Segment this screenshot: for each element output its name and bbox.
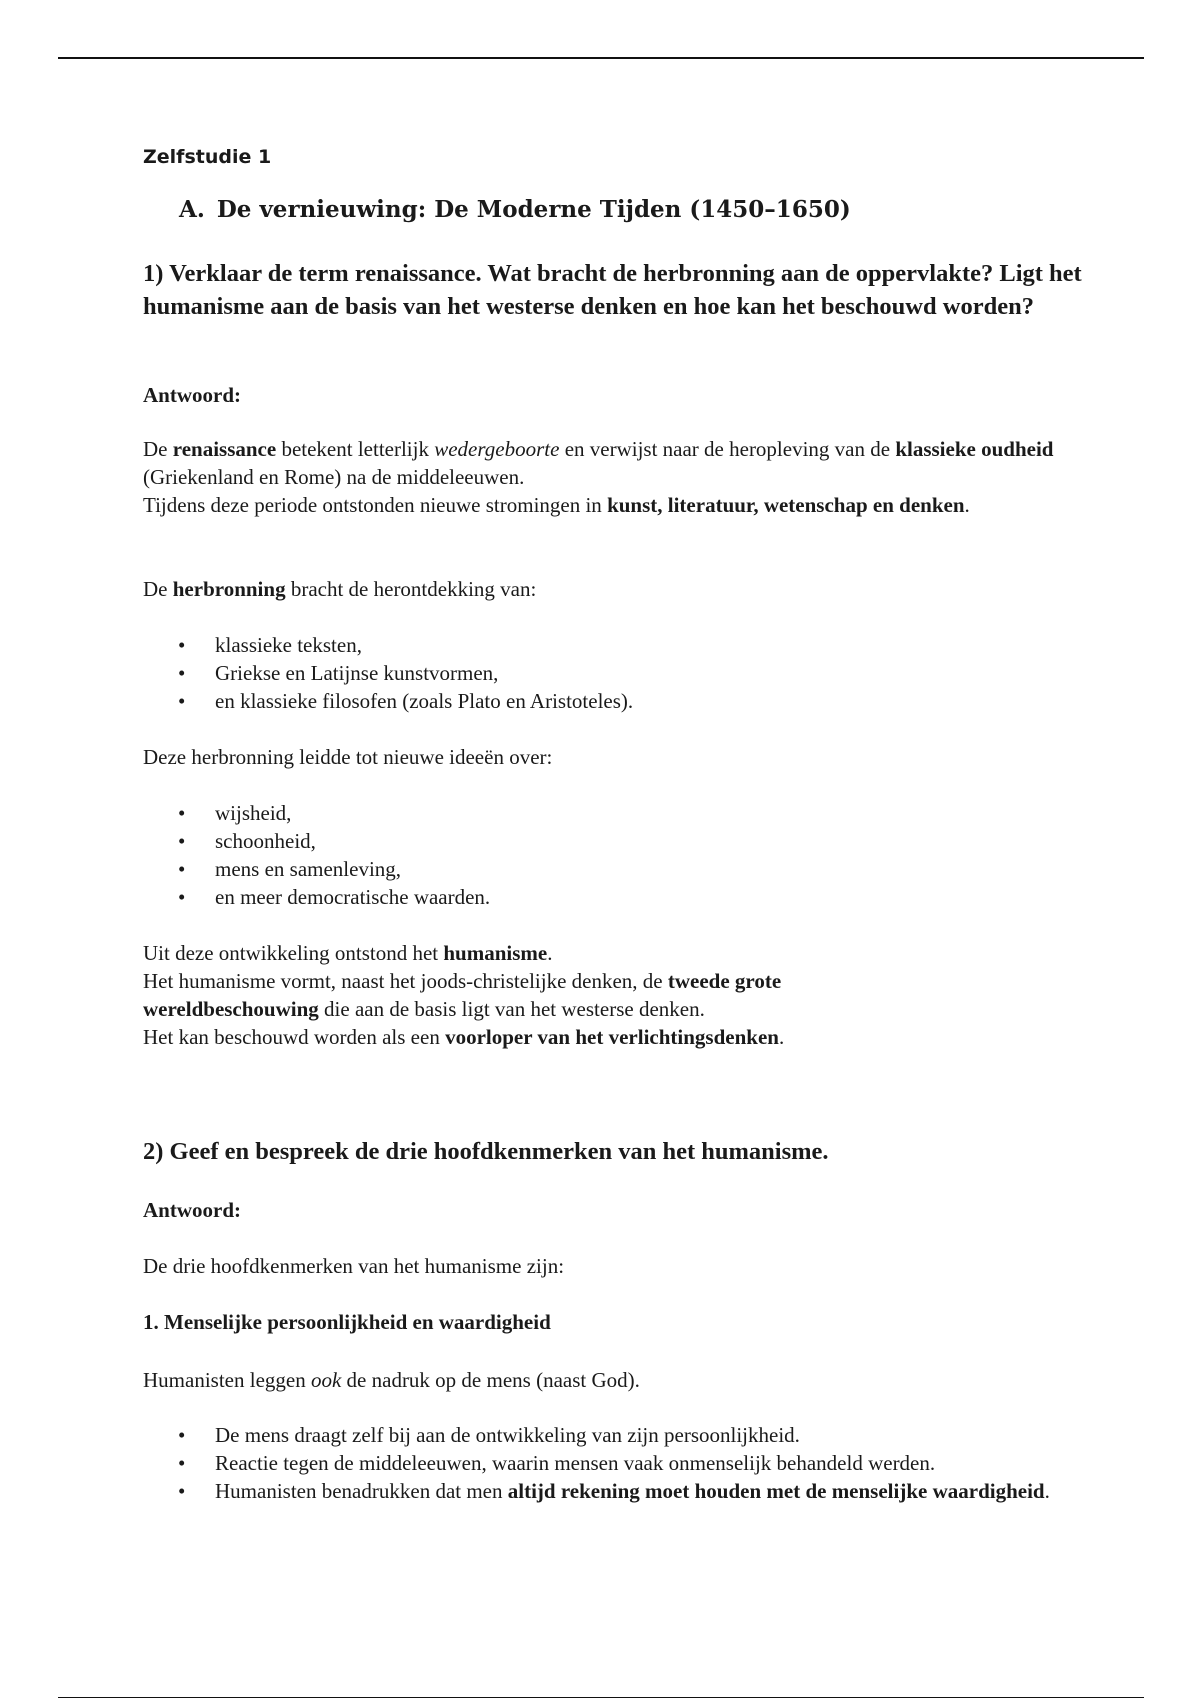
bullet-icon: • — [178, 801, 186, 825]
q2-subheading-1: 1. Menselijke persoonlijkheid en waardigheid — [143, 1310, 551, 1334]
text-run: betekent letterlijk — [276, 437, 435, 461]
term-herbronning: herbronning — [172, 577, 286, 601]
term-kunst-literatuur: kunst, literatuur, wetenschap en denken — [607, 493, 965, 517]
answer-label-1: Antwoord: — [143, 383, 241, 407]
section-heading — [179, 196, 851, 223]
bullet-icon: • — [178, 661, 186, 685]
text-run: die aan de basis ligt van het westerse denken. — [318, 997, 705, 1021]
term-renaissance: renaissance — [172, 437, 277, 461]
bullet-icon: • — [178, 1451, 186, 1475]
list-item-text: klassieke teksten, — [215, 633, 362, 657]
q2-paragraph-mens — [143, 1366, 1083, 1394]
bullet-icon: • — [178, 857, 186, 881]
term-wereldbeschouwing: tweede grote wereldbeschouwing — [143, 969, 782, 1021]
text-run: . — [1044, 1479, 1050, 1503]
list-item — [143, 1449, 1063, 1477]
text-run: . — [547, 941, 553, 965]
q1-paragraph-ideeen: Deze herbronning leidde tot nieuwe ideeën over: — [143, 745, 553, 769]
q2-intro: De drie hoofdkenmerken van het humanisme zijn: — [143, 1254, 565, 1278]
list-item — [143, 799, 1083, 827]
q1-paragraph-verlichting — [143, 1023, 1083, 1051]
q1-bullet-list-2 — [143, 799, 1083, 911]
text-run: en verwijst naar de heropleving van de — [559, 437, 896, 461]
list-item — [143, 659, 1083, 687]
list-item — [143, 1421, 1063, 1449]
term-menselijke-waardigheid: altijd rekening moet houden met de menselijke waardigheid — [507, 1479, 1045, 1503]
question-2: 2) Geef en bespreek de drie hoofdkenmerken van het humanisme. — [143, 1138, 829, 1165]
text-run: Tijdens deze periode ontstonden nieuwe stromingen in — [143, 493, 608, 517]
question-1: 1) Verklaar de term renaissance. Wat bracht de herbronning aan de oppervlakte? Ligt het humanisme aan de basis van het westerse denken en hoe kan het beschouwd worden? — [143, 260, 1082, 320]
list-item — [143, 827, 1083, 855]
text-run: Het kan beschouwd worden als een — [143, 1025, 446, 1049]
list-item-text: Reactie tegen de middeleeuwen, waarin mensen vaak onmenselijk behandeld werden. — [215, 1451, 936, 1475]
term-klassieke-oudheid: klassieke oudheid — [895, 437, 1054, 461]
term-wedergeboorte: wedergeboorte — [434, 437, 560, 461]
term-ook: ook — [310, 1368, 342, 1392]
q1-paragraph-wereldbeschouwing — [143, 967, 883, 1023]
text-run: Uit deze ontwikkeling ontstond het — [143, 941, 444, 965]
list-item-text: en klassieke filosofen (zoals Plato en Aristoteles). — [215, 689, 634, 713]
text-run: bracht de herontdekking van: — [285, 577, 537, 601]
list-item-text: Griekse en Latijnse kunstvormen, — [215, 661, 499, 685]
text-run: Humanisten benadrukken dat men — [215, 1479, 508, 1503]
term-humanisme: humanisme — [443, 941, 548, 965]
list-item — [143, 855, 1083, 883]
q1-paragraph-herbronning — [143, 575, 1083, 603]
list-item-text: schoonheid, — [215, 829, 316, 853]
q1-paragraph-humanisme — [143, 939, 1083, 967]
q1-paragraph-renaissance — [143, 435, 1083, 491]
q2-bullet-list — [143, 1421, 1063, 1505]
list-item-text: en meer democratische waarden. — [215, 885, 491, 909]
section-title: De vernieuwing: De Moderne Tijden (1450–1650) — [216, 196, 851, 223]
bullet-icon: • — [178, 829, 186, 853]
text-run: . — [778, 1025, 785, 1049]
text-run: . — [964, 493, 970, 517]
list-item — [143, 883, 1083, 911]
q1-paragraph-stromingen — [143, 491, 1083, 519]
q1-bullet-list-1 — [143, 631, 1083, 715]
bullet-icon: • — [178, 689, 186, 713]
text-run: (Griekenland en Rome) na de middeleeuwen. — [143, 465, 525, 489]
list-item-text: mens en samenleving, — [215, 857, 402, 881]
bullet-icon: • — [178, 1479, 186, 1503]
term-verlichtingsdenken: voorloper van het verlichtingsdenken — [445, 1025, 779, 1049]
bullet-icon: • — [178, 885, 186, 909]
answer-label-2: Antwoord: — [143, 1198, 241, 1222]
list-item-text: wijsheid, — [215, 801, 292, 825]
text-run: De — [143, 577, 173, 601]
text-run: De — [143, 437, 173, 461]
top-horizontal-rule — [58, 57, 1144, 59]
list-item-text: De mens draagt zelf bij aan de ontwikkeling van zijn persoonlijkheid. — [215, 1423, 800, 1447]
bullet-icon: • — [178, 633, 186, 657]
list-item — [143, 1477, 1063, 1505]
bullet-icon: • — [178, 1423, 186, 1447]
document-label: Zelfstudie 1 — [143, 146, 272, 168]
text-run: Humanisten leggen — [143, 1368, 311, 1392]
text-run: de nadruk op de mens (naast God). — [341, 1368, 640, 1392]
list-item — [143, 687, 1083, 715]
list-item — [143, 631, 1083, 659]
text-run: Het humanisme vormt, naast het joods-christelijke denken, de — [143, 969, 668, 993]
section-letter: A. — [179, 196, 205, 223]
bottom-horizontal-rule — [58, 1697, 1144, 1698]
